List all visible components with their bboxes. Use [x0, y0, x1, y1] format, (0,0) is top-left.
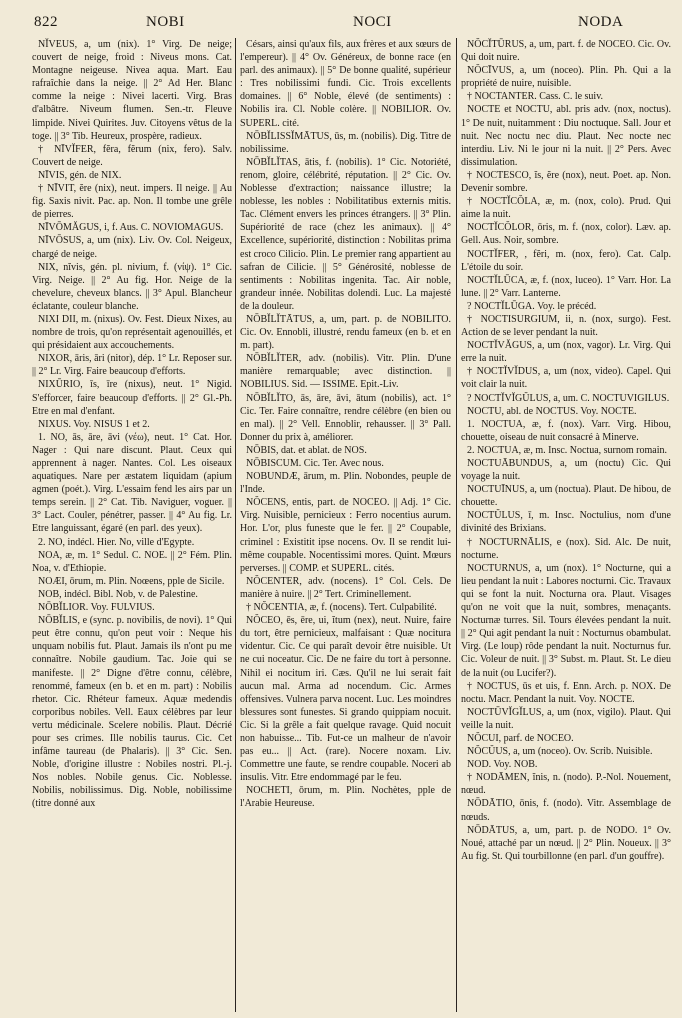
dictionary-entry: NOCTĬCŎLOR, ōris, m. f. (nox, color). Læv. ap. Gell. Aus. Noir, sombre. — [461, 222, 671, 247]
dictionary-entry: 1. NOCTUA, æ, f. (nox). Varr. Virg. Hibou, chouette, oiseau de nuit consacré à Minerve. — [461, 418, 671, 443]
dictionary-entry: NOCTĬVĂGUS, a, um (nox, vagor). Lr. Virg. Qui erre la nuit. — [461, 340, 671, 365]
dictionary-entry: NOCTUĪNUS, a, um (noctua). Plaut. De hibou, de chouette. — [461, 484, 671, 509]
dictionary-entry: Césars, ainsi qu'aux fils, aux frères et aux sœurs de l'empereur). || 4° Ov. Généreux, de bonne race (en parl. des animaux). || 5° De bonne qualité, supérieur : Tres nobilissimi fundi. Cic. Trois excellents domaines. || 6° Noble, élevé (de sentiments) : Nobilis ira. Cl. Noble colère. || NOBILIOR. Ov. SUPERL. cité. — [240, 39, 451, 129]
dictionary-entry: NŌDĀTUS, a, um, part. p. de NODO. 1° Ov. Noué, attaché par un nœud. || 2° Plin. Noueux. || 3° Au fig. St. Qui tourbillonne (en parl. d'un gouffre). — [461, 824, 671, 862]
dictionary-entry: NOB, indécl. Bibl. Nob, v. de Palestine. — [38, 588, 198, 600]
dictionary-entry: NIX, nĭvis, gén. pl. nivium, f. (νίψ). 1° Cic. Virg. Neige. || 2° Au fig. Hor. Neige de la chevelure, cheveux blancs. || 3° Apul. Blancheur éclatante, couleur blanche. — [32, 261, 232, 312]
dictionary-entry: NOCTĬLŪCA, æ, f. (nox, luceo). 1° Varr. Hor. La lune. || 2° Varr. Lanterne. — [461, 274, 671, 299]
dictionary-entry: NOCHETI, ōrum, m. Plin. Nochètes, pple de l'Arabie Heureuse. — [240, 785, 451, 810]
dictionary-entry: † NOCTISURGIUM, ii, n. (nox, surgo). Fest. Action de se lever pendant la nuit. — [461, 313, 671, 339]
dictionary-entry: NŌBISCUM. Cic. Ter. Avec nous. — [246, 458, 384, 469]
column-left — [32, 38, 232, 1012]
dictionary-entry: NIXI DII, m. (nixus). Ov. Fest. Dieux Nixes, au nombre de trois, qu'on représentait agenouillés, et qui présidaient aux accouchements. — [32, 313, 232, 352]
dictionary-entry: NOCTE et NOCTU, abl. pris adv. (nox, noctus). 1° De nuit, nuitamment : Diu noctuque. Sall. Jour et nuit. Nec noctu nec diu. Plaut. Nec nocte nec interdiu. Liv. Ni le jour ni la nuit. || 2° Pers. Avec dissimulation. — [461, 104, 671, 168]
dictionary-entry: NOBUNDÆ, ārum, m. Plin. Nobondes, peuple de l'Inde. — [240, 471, 451, 496]
center-guide-word: NOCI — [353, 14, 392, 30]
dictionary-entry: NOCTŬLUS, ī, m. Insc. Noctulius, nom d'une divinité des Brixians. — [461, 510, 671, 535]
column-middle — [235, 38, 451, 1012]
text-columns — [32, 38, 670, 1012]
left-guide-word: NOBI — [146, 14, 185, 30]
dictionary-entry: NIXŪRIO, īs, īre (nixus), neut. 1° Nigid. S'efforcer, faire beaucoup d'efforts. || 2° Gl.-Ph. Etre en mal d'enfant. — [32, 379, 232, 417]
dictionary-entry: NŌBIS, dat. et ablat. de NOS. — [246, 444, 367, 456]
dictionary-entry: NŌBĬLĬTAS, ātis, f. (nobilis). 1° Cic. Notoriété, renom, gloire, célébrité, réputation. || 2° Cic. Ov. Noblesse d'extraction; naissance illustre; la noblesse, les nobles : Nobilitatibus externis mitis. Tac. Clément envers les princes étrangers. || 3° Plin. Supériorité de race (chez les animaux). || 4° Excellence, supériorité, distinction : Nobilitas prima est croco Cilicio. Plin. Le premier rang appartient au safran de Cilicie. || 5° Générosité, noblesse de sentiments : Nobilitas ingenita. Tac. Air noble, grandeur innée. Nobilitas dolendi. Luc. La majesté de la douleur. — [240, 156, 451, 312]
right-guide-word: NODA — [578, 14, 624, 30]
dictionary-entry: NŌBĬLISSĬMĀTUS, ūs, m. (nobilis). Dig. Titre de nobilissime. — [240, 130, 451, 155]
dictionary-entry: NŌBĬLIS, e (sync. p. novibilis, de novi). 1° Qui peut être connu, qu'on peut voir : Neque his unquam nobilis fut. Plaut. Jamais ils n'ont pu me connaître. Nobile gaudium. Tac. Joie qui se manifeste. || 2° Digne d'être connu, célèbre, renommé, fameux (en b. et en m. part) : Nobilis rhetor. Cic. Rhéteur fameux. Aquæ medendis corporibus nobiles. Vell. Eaux célèbres par leur vertu médicinale. Scelere nobilis. Plaut. Décrié pour ses crimes. Ille nobilis taurus. Cic. Cet infâme taureau (de Phalaris). || 3° Cic. Sen. Noble, d'origine illustre : Nobiles nostri. Pl.-j. Nos nobles. Nobile genus. Cic. Noblesse. Nobilis, nobilissimus. Dig. Noble, nobilissime (titre donné aux — [32, 615, 232, 810]
dictionary-entry: NŌDĀTIO, ōnis, f. (nodo). Vitr. Assemblage de nœuds. — [461, 798, 671, 823]
dictionary-entry: NŌBĬLIOR. Voy. FULVIUS. — [38, 602, 155, 614]
dictionary-entry: NŎCUI, parf. de NOCEO. — [467, 732, 574, 744]
dictionary-entry: ? NOCTĬLŪGA. Voy. le précéd. — [467, 300, 597, 312]
running-header — [30, 14, 670, 36]
dictionary-entry: † NŎCENTIA, æ, f. (nocens). Tert. Culpabilité. — [246, 602, 437, 614]
dictionary-entry: 1. NO, ās, āre, āvi (νέω), neut. 1° Cat. Hor. Nager : Qui nare discunt. Plaut. Ceux qui apprennent à nager. Nantes. Col. Les oiseaux aquatiques. Nare per æstatem liquidam (apium agmen (poét.). Virg. L'essaim fend les airs par un temps serein. || 2° Cat. Tib. Naviguer, voguer. || 3° Lact. Couler, pénétrer, passer. || 4° Au fig. Lr. Etre languissant, égaré (en parl. des yeux). — [32, 431, 232, 535]
dictionary-entry: NIXOR, āris, āri (nitor), dép. 1° Lr. Reposer sur. || 2° Lr. Virg. Faire beaucoup d'efforts. — [32, 353, 232, 378]
dictionary-entry: NŌBĬLĬTER, adv. (nobilis). Vitr. Plin. D'une manière remarquable; avec distinction. || NOBILIUS. Sid. — ISSIME. Epit.-Liv. — [240, 353, 451, 391]
dictionary-entry: NŎCĪVUS, a, um (noceo). Plin. Ph. Qui a la propriété de nuire, nuisible. — [461, 65, 671, 90]
dictionary-entry: NOÆI, ōrum, m. Plin. Noœens, pple de Sicile. — [38, 575, 225, 587]
dictionary-entry: † NOCTESCO, ĭs, ĕre (nox), neut. Poet. ap. Non. Devenir sombre. — [461, 169, 671, 195]
dictionary-entry: NOCTŪVĬGĬLUS, a, um (nox, vigilo). Plaut. Qui veille la nuit. — [461, 706, 671, 731]
dictionary-entry: NOCTUĀBUNDUS, a, um (noctu) Cic. Qui voyage la nuit. — [461, 458, 671, 483]
dictionary-entry: † NĪVĬFER, fĕra, fĕrum (nix, fero). Salv. Couvert de neige. — [32, 143, 232, 168]
dictionary-entry: ? NOCTĬVĬGŬLUS, a, um. C. NOCTUVIGILUS. — [467, 392, 670, 404]
dictionary-entry: NĬVEUS, a, um (nix). 1° Virg. De neige; couvert de neige, froid : Niveus mons. Cat. Montagne neigeuse. Nivea aqua. Mart. Eau rafraîchie dans la neige. || 2° Ad Her. Blanc comme la neige : Nivei lacerti. Virg. Bras d'albâtre. Niveum flumen. Sen.-tr. Fleuve limpide. Nivei Quirites. Juv. Citoyens vêtus de la toge. || 3° Tib. Heureux, prospère, radieux. — [32, 39, 232, 142]
dictionary-entry: NŌBĬLĬTO, ās, āre, āvi, ātum (nobilis), act. 1° Cic. Ter. Faire connaître, rendre célèbre (en bien ou en mal). || 2° Vell. Ennoblir, rehausser. || 3° Pall. Donner du prix à, améliorer. — [240, 392, 451, 443]
dictionary-entry: NIXUS. Voy. NISUS 1 et 2. — [38, 418, 150, 430]
dictionary-entry: † NOCTANTER. Cass. C. le suiv. — [467, 91, 604, 103]
dictionary-entry: NŎCENS, entis, part. de NOCEO. || Adj. 1° Cic. Virg. Nuisible, pernicieux : Ferro nocentius aurum. Hor. L'or, plus funeste que le fer. || 2° Coupable, criminel : Existitit ipse nocens. Ov. Il se rendit lui-même coupable. Nocentissimi mores. Quint. Mœurs perverses. || COMP. et SUPERL. cités. — [240, 497, 451, 574]
dictionary-entry: NĪVŌMĂGUS, i, f. Aus. C. NOVIOMAGUS. — [38, 222, 224, 234]
dictionary-entry: NŎCŬUS, a, um (noceo). Ov. Scrib. Nuisible. — [467, 746, 653, 758]
dictionary-entry: † NĪVIT, ĕre (nix), neut. impers. Il neige. || Au fig. Saxis nivit. Pac. ap. Non. Il tombe une grêle de pierres. — [32, 183, 232, 221]
dictionary-entry: 2. NO, indécl. Hier. No, ville d'Egypte. — [38, 536, 195, 548]
dictionary-entry: NŎCĬTŪRUS, a, um, part. f. de NOCEO. Cic. Ov. Qui doit nuire. — [461, 39, 671, 64]
dictionary-entry: NOA, æ, m. 1° Sedul. C. NOE. || 2° Fém. Plin. Noa, v. d'Ethiopie. — [32, 549, 232, 574]
dictionary-entry: † NOCTĬVĬDUS, a, um (nox, video). Capel. Qui voit clair la nuit. — [461, 366, 671, 391]
dictionary-entry: † NOCTUS, ūs et uis, f. Enn. Arch. p. NOX. De noctu. Macr. Pendant la nuit. Voy. NOCTE. — [461, 680, 671, 705]
dictionary-entry: NOCTURNUS, a, um (nox). 1° Nocturne, qui a lieu pendant la nuit : Labores nocturni. Cic. Travaux qui se font la nuit. Nocturna ora. Plaut. Visages qu'on ne voit que la nuit, sombres, menaçants. Nocturnæ turres. Sil. Tours élevées pendant la nuit. || 2° Qui agit pendant la nuit : Nocturnus obambulat. Virg. (Le loup) rôde pendant la nuit. Nocturnus fur. Cic. Voleur de nuit. || 3° Subst. m. Plaut. St. Le dieu de la nuit (ou Lucifer?). — [461, 562, 671, 679]
column-right — [456, 38, 671, 1012]
page-number: 822 — [34, 14, 58, 30]
dictionary-entry: NOD. Voy. NOB. — [467, 759, 538, 771]
dictionary-entry: 2. NOCTUA, æ, m. Insc. Noctua, surnom romain. — [467, 444, 667, 456]
dictionary-entry: NŎCEO, ēs, ēre, ui, ĭtum (nex), neut. Nuire, faire du tort, être pernicieux, malfaisant : Quæ nocitura videntur. Cic. Ce qui paraît devoir être nuisible. Ut ne cui noceatur. Cic. De ne faire du tort à personne. Nihil ei nocitum iri. Cæs. Qu'il ne lui serait fait aucun mal. Arma ad nocendum. Cic. Armes offensives. Vulnera parva nocent. Luc. Les moindres blessures sont funestes. Si grando quippiam nocuit. Cic. Si la grêle a fait quelque ravage. Quid nocuit non habuisse... Tib. Fut-ce un malheur de n'avoir pas eu... || Act. (rare). Nocere noxam. Liv. Commettre une faute, se rendre coupable. Noceri ab insulis. Vitr. Etre endommagé par le feu. — [240, 615, 451, 784]
dictionary-entry: NĪVŌSUS, a, um (nix). Liv. Ov. Col. Neigeux, chargé de neige. — [32, 235, 232, 260]
dictionary-entry: NŎCENTER, adv. (nocens). 1° Col. Cels. De manière à nuire. || 2° Tert. Criminellement. — [240, 575, 451, 600]
dictionary-entry: † NOCTURNĀLIS, e (nox). Sid. Alc. De nuit, nocturne. — [461, 536, 671, 561]
dictionary-entry: † NODĀMEN, ĭnis, n. (nodo). P.-Nol. Nouement, nœud. — [461, 772, 671, 797]
dictionary-entry: NŌBĬLĬTĀTUS, a, um, part. p. de NOBILITO. Cic. Ov. Ennobli, illustré, rendu fameux (en b. et en m. part). — [240, 313, 451, 352]
dictionary-entry: NOCTĬFER, , fĕri, m. (nox, fero). Cat. Calp. L'étoile du soir. — [461, 248, 671, 273]
dictionary-entry: NOCTU, abl. de NOCTUS. Voy. NOCTE. — [467, 405, 637, 417]
dictionary-entry: † NOCTĬCŎLA, æ, m. (nox, colo). Prud. Qui aime la nuit. — [461, 196, 671, 221]
dictionary-entry: NĪVIS, gén. de NIX. — [38, 169, 122, 181]
